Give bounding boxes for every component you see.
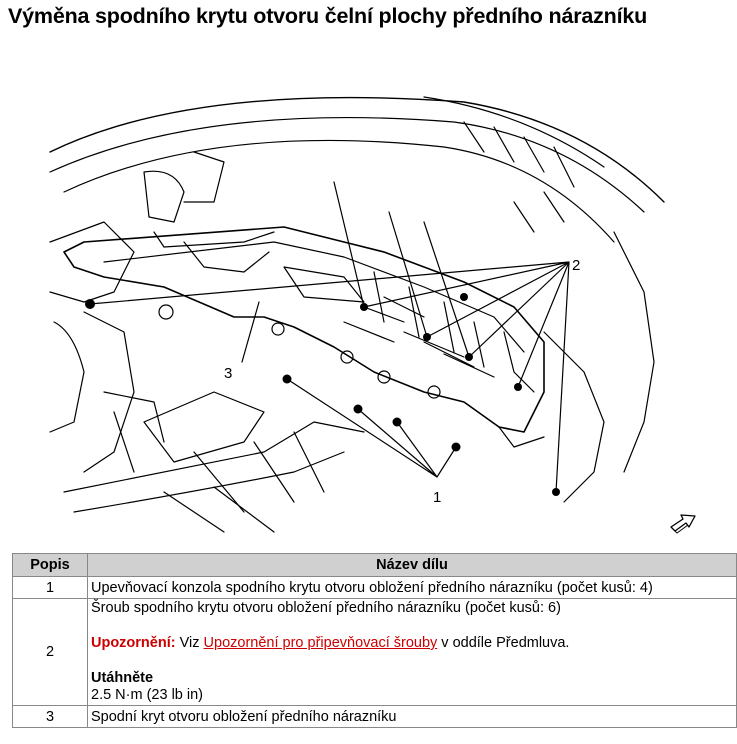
table-row — [13, 706, 737, 728]
row-number: 1 — [13, 577, 88, 599]
warning-post: v oddíle Předmluva. — [437, 635, 570, 651]
row-text: Spodní kryt otvoru obložení předního nárazníku — [88, 706, 737, 728]
warning-label: Upozornění: — [91, 635, 176, 651]
page-title: Výměna spodního krytu otvoru čelní plochy předního nárazníku — [8, 4, 648, 28]
row-detail — [88, 599, 737, 706]
callout-2: 2 — [572, 257, 581, 274]
next-page-arrow-icon[interactable] — [668, 510, 698, 534]
parts-table — [12, 553, 737, 728]
warning-note — [91, 635, 733, 652]
tighten-label: Utáhněte — [91, 670, 154, 686]
callout-1: 1 — [433, 489, 442, 506]
row-number: 2 — [13, 599, 88, 706]
fastener-caution-link[interactable]: Upozornění pro připevňovací šrouby — [203, 635, 438, 651]
tighten-value: 2.5 N·m (23 lb in) — [91, 687, 204, 703]
warning-pre: Viz — [175, 635, 204, 651]
callout-3: 3 — [224, 365, 233, 382]
table-row — [13, 577, 737, 599]
table-header-row — [13, 554, 737, 577]
table-row — [13, 599, 737, 706]
row-text: Upevňovací konzola spodního krytu otvoru obložení předního nárazníku (počet kusů: 4) — [88, 577, 737, 599]
header-popis: Popis — [13, 554, 88, 577]
row-text: Šroub spodního krytu otvoru obložení předního nárazníku (počet kusů: 6) — [91, 600, 561, 616]
bumper-diagram — [44, 92, 704, 542]
header-nazev-dilu: Název dílu — [88, 554, 737, 577]
row-number: 3 — [13, 706, 88, 728]
